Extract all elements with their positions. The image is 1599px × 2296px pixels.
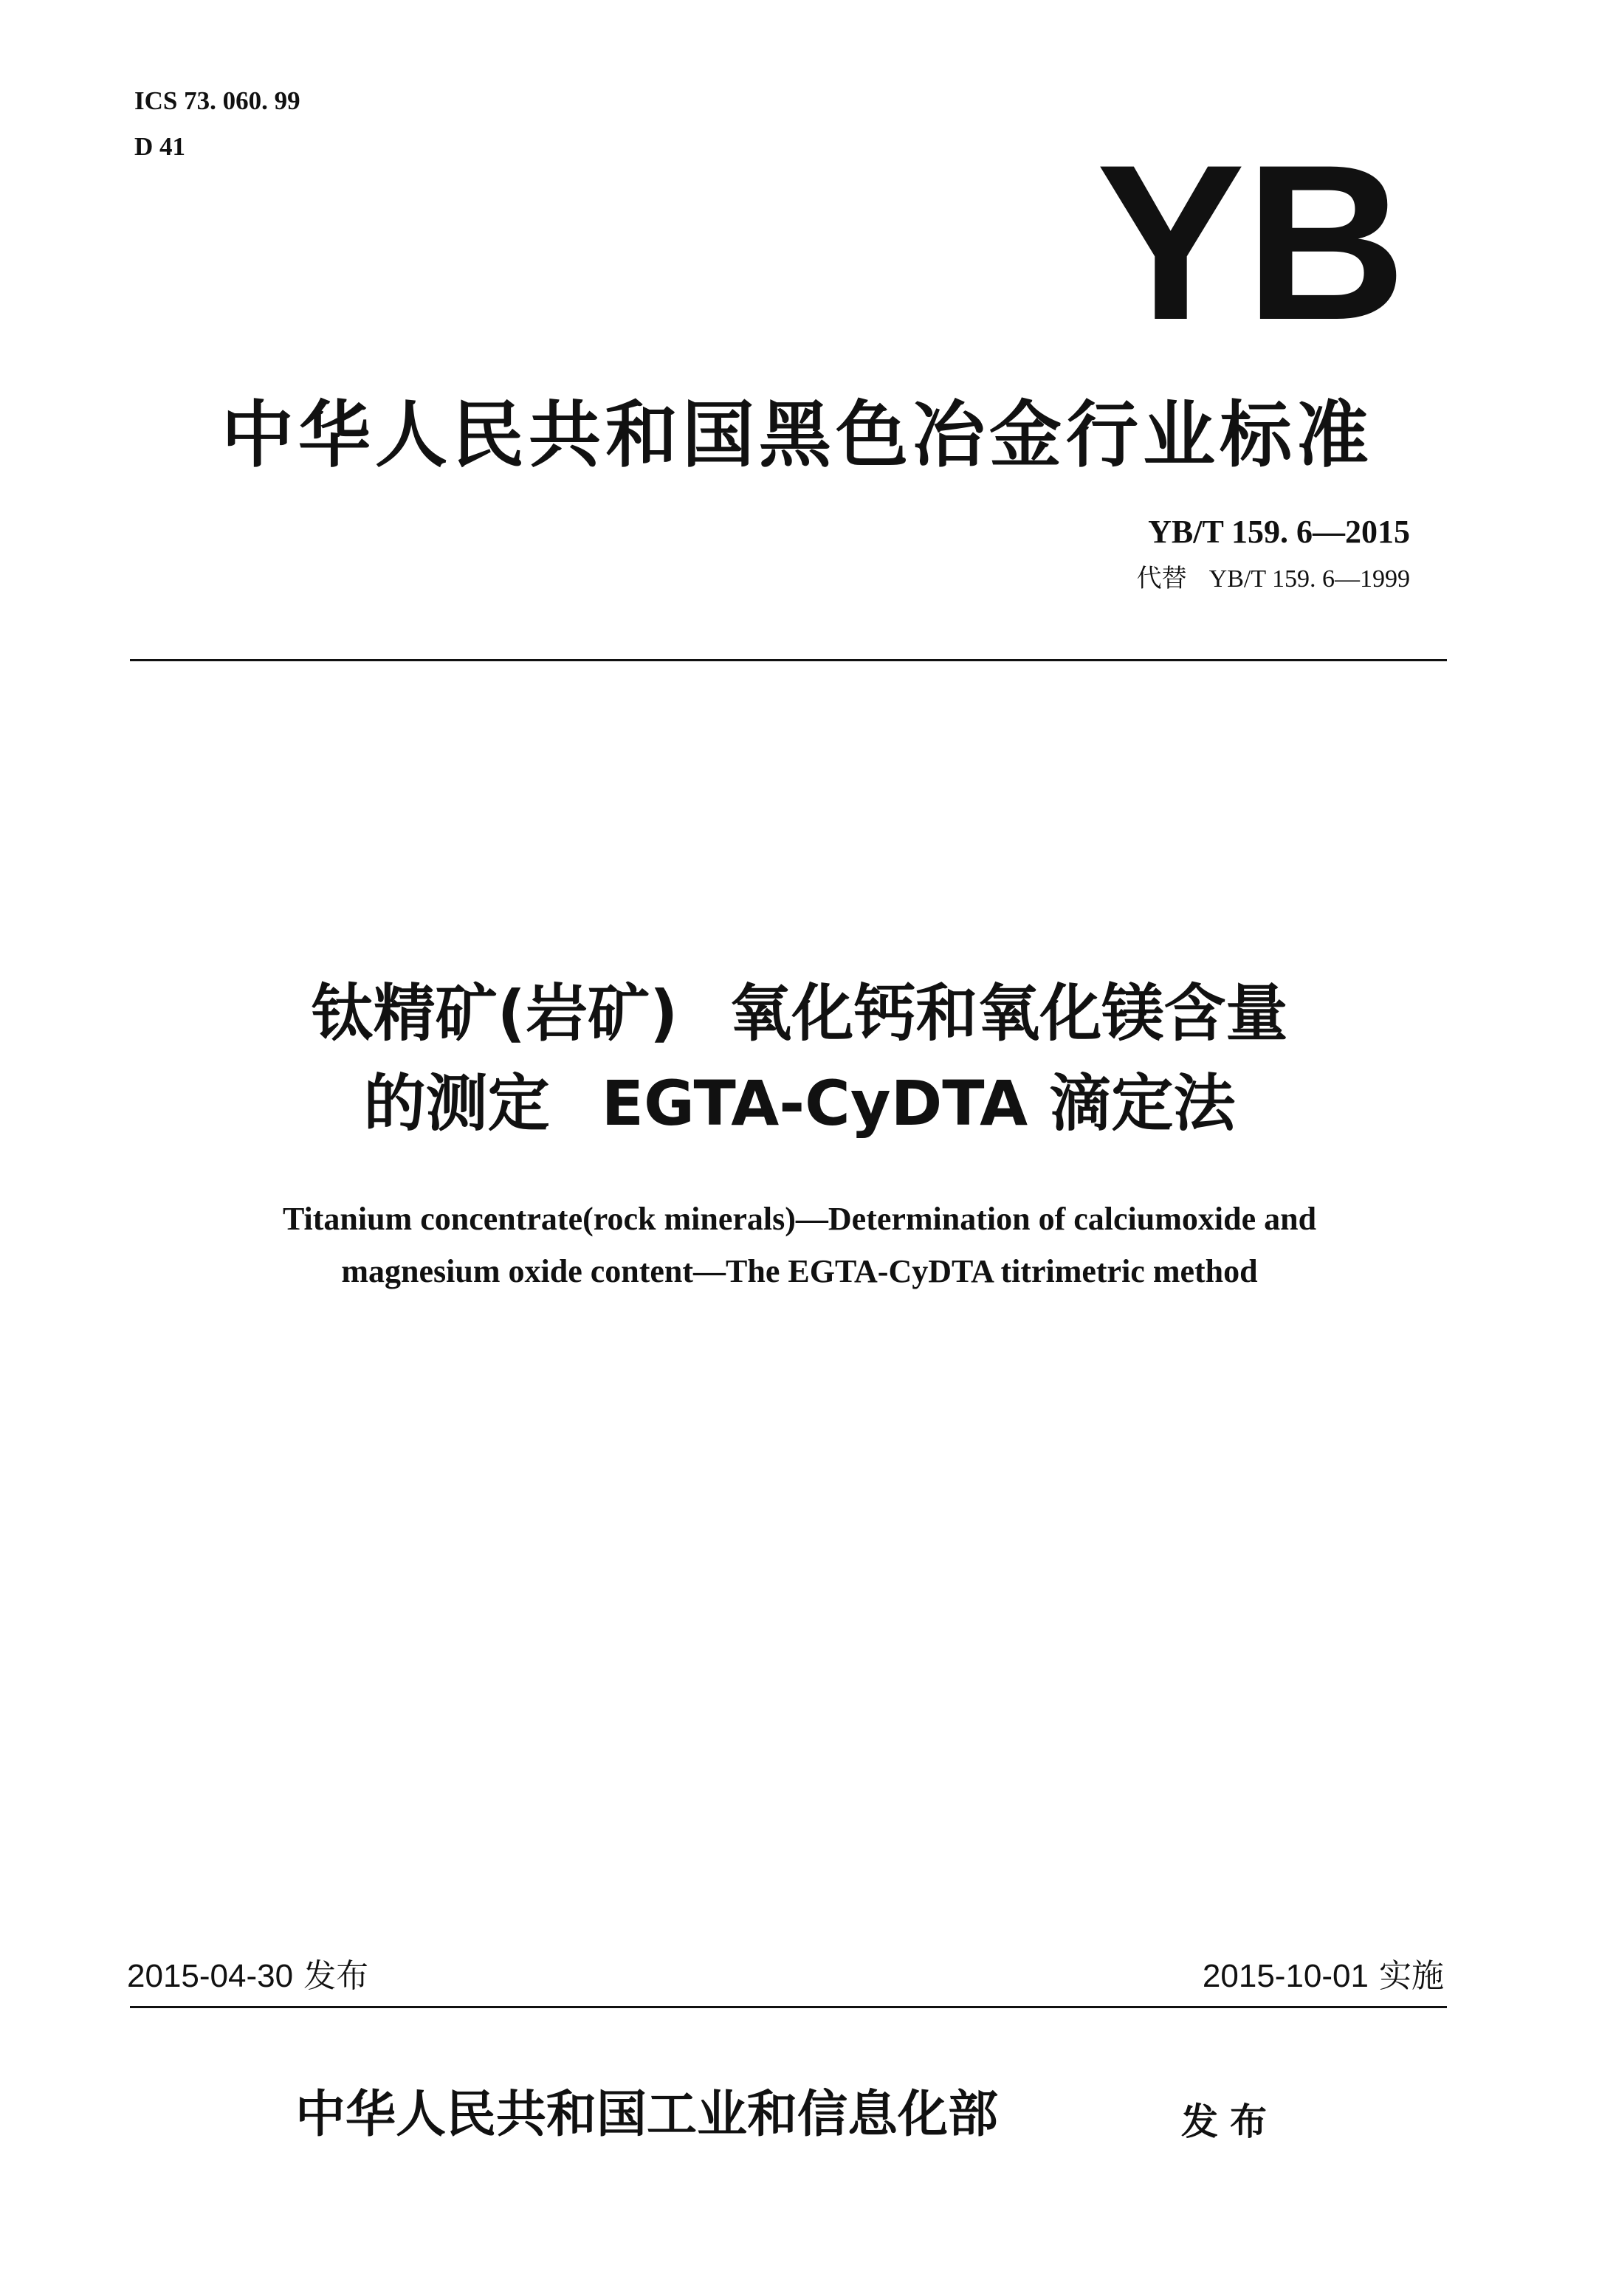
standard-number xyxy=(1148,511,1410,553)
publisher-action: 发布 xyxy=(1181,2100,1279,2143)
chinese-title-line-1-part-2: 氧化钙和氧化镁含量 xyxy=(729,977,1288,1049)
chinese-title-line-2-part-2: EGTA-CyDTA 滴定法 xyxy=(601,1067,1236,1140)
standard-category-title: 中华人民共和国黑色冶金行业标准 xyxy=(221,393,1373,478)
ccs-code: D 41 xyxy=(134,132,186,161)
english-title-line-1: Titanium concentrate(rock minerals)—Determination of calciumoxide and xyxy=(282,1201,1317,1237)
issue-date: 2015-04-30 xyxy=(127,1958,294,1994)
replaces-label: 代替 xyxy=(1136,564,1187,593)
header-divider xyxy=(130,659,1447,661)
replaces-number: YB/T 159. 6—1999 xyxy=(1208,565,1410,593)
yb-logo xyxy=(1093,155,1410,336)
replaces-line xyxy=(1137,562,1410,596)
implement-label: 实施 xyxy=(1379,1957,1444,1995)
yb-logo-text: YB xyxy=(1096,155,1406,336)
english-title-line-2: magnesium oxide content—The EGTA-CyDTA titrimetric method xyxy=(341,1253,1258,1289)
ics-code: ICS 73. 060. 99 xyxy=(134,86,300,115)
chinese-title-line-1-part-1: 钛精矿(岩矿) xyxy=(311,977,678,1049)
implement-date-line xyxy=(1203,1956,1444,1997)
chinese-title-line-2-part-1: 的测定 xyxy=(363,1067,550,1140)
publisher-name: 中华人民共和国工业和信息化部 xyxy=(295,2085,999,2144)
issue-date-line xyxy=(127,1956,368,1997)
standard-number-text: YB/T 159. 6—2015 xyxy=(1148,514,1410,550)
issue-label: 发布 xyxy=(303,1957,369,1995)
implement-date: 2015-10-01 xyxy=(1202,1958,1369,1994)
chinese-title-line-1 xyxy=(0,973,1599,1054)
chinese-title-line-2 xyxy=(0,1063,1599,1144)
footer-divider xyxy=(130,2006,1447,2008)
